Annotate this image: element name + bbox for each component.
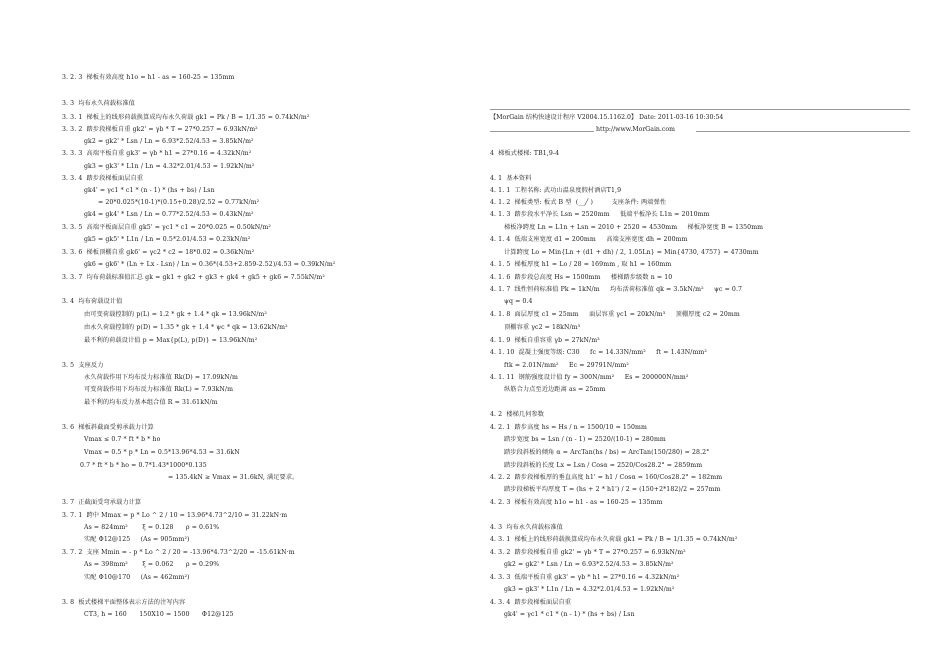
left-text-line: 由可变荷载控制的 p(L) = 1.2 * gk + 1.4 * qk = 13.96kN/m² <box>84 311 267 318</box>
left-text-line: = 135.4kN ≥ Vmax = 31.6kN, 满足要求。 <box>168 474 299 481</box>
right-text-line: 4. 3. 3 低端平板自重 gk3' = γb * h1 = 27*0.16 = 4.32kN/m² <box>490 574 680 581</box>
left-text-line: As = 824mm² ξ = 0.128 ρ = 0.61% <box>84 524 220 531</box>
left-text-line: 3. 4 均布荷载设计值 <box>62 298 123 305</box>
right-text-line: 顶棚容重 γc2 = 18kN/m³ <box>504 324 581 331</box>
right-text-line: 4. 2. 1 踏步高度 hs = Hs / n = 1500/10 = 150mm <box>490 424 647 431</box>
left-text-line: = 20*0.025*(10-1)*(0.15+0.28)/2.52 = 0.77kN/m² <box>98 199 260 206</box>
left-text-line: 3. 3. 5 高端平板面层自重 gk5' = γc1 * c1 = 20*0.025 = 0.50kN/m² <box>62 224 271 231</box>
header-top-rule <box>490 109 910 110</box>
right-text-line: 4. 1. 10 混凝土强度等级: C30 fc = 14.33N/mm² ft = 1.43N/mm² <box>490 349 707 356</box>
right-text-line: gk2 = gk2' * Lsn / Ln = 6.93*2.52/4.53 = 3.85kN/m² <box>504 561 674 568</box>
left-text-line: gk2 = gk2' * Lsn / Ln = 6.93*2.52/4.53 = 3.85kN/m² <box>84 138 254 145</box>
right-text-line: 4. 1. 8 面层厚度 c1 = 25mm 面层容重 γc1 = 20kN/m³ 顶棚厚度 c2 = 20mm <box>490 311 740 318</box>
left-text-line: CT3, h = 160 150X10 = 1500 Φ12@125 <box>84 611 234 618</box>
left-text-line: 实配 Φ10@170 (As = 462mm²) <box>84 574 190 581</box>
right-text-line: 踏步段斜板的倾角 α = ArcTan(hs / bs) = ArcTan(150/280) = 28.2° <box>504 449 710 456</box>
right-text-line: 4. 3. 4 踏步段梯板面层自重 <box>490 599 572 606</box>
left-text-line: 3. 3. 6 梯板顶棚自重 gk6' = γc2 * c2 = 18*0.02 = 0.36kN/m² <box>62 249 255 256</box>
header-url-rule-left <box>490 131 594 132</box>
left-text-line: 可变荷载作用下均布反力标准值 Rk(L) = 7.93kN/m <box>84 386 234 393</box>
right-text-line: 4. 1. 2 梯板类型: 板式 B 型 (__╱ ) 支座条件: 两端弹性 <box>490 199 667 206</box>
right-text-line: 纵筋合力点至近边距离 as = 25mm <box>504 386 606 393</box>
left-text-line: 3. 3. 4 踏步段梯板面层自重 <box>62 175 144 182</box>
right-text-line: gk4' = γc1 * c1 * (n - 1) * (hs + bs) / Lsn <box>504 611 635 618</box>
left-text-line: Vmax ≤ 0.7 * ft * b * ho <box>84 436 161 443</box>
left-text-line: 实配 Φ12@125 (As = 905mm²) <box>84 536 190 543</box>
right-text-line: 4. 1. 4 低端支座宽度 d1 = 200mm 高端支座宽度 dh = 200mm <box>490 236 688 243</box>
left-text-line: 0.7 * ft * b * ho = 0.7*1.43*1000*0.135 <box>80 462 207 469</box>
left-text-line: 3. 3 均布永久荷载标准值 <box>62 100 135 107</box>
right-text-line: 4. 3 均布永久荷载标准值 <box>490 524 563 531</box>
left-text-line: 3. 7 正截面受弯承载力计算 <box>62 499 142 506</box>
left-text-line: 3. 6 梯板斜截面受剪承载力计算 <box>62 424 154 431</box>
right-text-line: 4. 3. 2 踏步段梯板自重 gk2' = γb * T = 27*0.257 = 6.93kN/m² <box>490 549 686 556</box>
left-text-line: 3. 2. 3 梯板有效高度 h1o = h1 - as = 160-25 = 135mm <box>62 74 235 81</box>
left-text-line: 3. 7. 2 支座 Mmin = - p * Lo ^ 2 / 20 = -13.96*4.73^2/20 = -15.61kN·m <box>62 549 295 556</box>
left-text-line: 3. 3. 3 高端平板自重 gk3' = γb * h1 = 27*0.16 = 4.32kN/m² <box>62 150 252 157</box>
right-text-line: 4. 2 楼梯几何参数 <box>490 411 545 418</box>
right-text-line: 4. 1. 6 踏步段总高度 Hs = 1500mm 楼梯踏步级数 n = 10 <box>490 274 673 281</box>
left-text-line: gk4' = γc1 * c1 * (n - 1) * (hs + bs) / Lsn <box>84 187 215 194</box>
left-text-line: 3. 3. 1 梯板上的线形荷载换算成均布永久荷载 gk1 = Pk / B = 1/1.35 = 0.74kN/m² <box>62 114 310 121</box>
right-text-line: 4. 3. 1 梯板上的线形荷载换算成均布永久荷载 gk1 = Pk / B = 1/1.35 = 0.74kN/m² <box>490 536 738 543</box>
left-text-line: gk3 = gk3' * L1n / Ln = 4.32*2.01/4.53 = 1.92kN/m² <box>84 163 255 170</box>
left-text-line: 3. 7. 1 跨中 Mmax = p * Lo ^ 2 / 10 = 13.96*4.73^2/10 = 31.22kN·m <box>62 512 288 519</box>
right-text-line: 4 梯板式楼梯: TB1,9-4 <box>490 150 560 157</box>
left-text-line: 3. 3. 2 踏步段梯板自重 gk2' = γb * T = 27*0.257 = 6.93kN/m² <box>62 126 258 133</box>
right-text-line: ftk = 2.01N/mm² Ec = 29791N/mm² <box>504 362 629 369</box>
left-text-line: 3. 3. 7 均布荷载标准值汇总 gk = gk1 + gk2 + gk3 + gk4 + gk5 + gk6 = 7.55kN/m² <box>62 274 325 281</box>
right-text-line: 4. 2. 2 踏步段梯板厚的垂直高度 h1' = h1 / Cosα = 160/Cos28.2° = 182mm <box>490 474 723 481</box>
left-text-line: 最不利的均布反力基本组合值 R = 31.61kN/m <box>84 399 218 406</box>
right-text-line: 梯板净跨度 Ln = L1n + Lsn = 2010 + 2520 = 4530mm 梯板净宽度 B = 1350mm <box>504 224 764 231</box>
header-url: http://www.MorGain.com <box>596 126 675 133</box>
right-text-line: 4. 1. 3 踏步段水平净长 Lsn = 2520mm 低端平板净长 L1n = 2010mm <box>490 211 710 218</box>
right-text-line: 4. 1 基本资料 <box>490 175 532 182</box>
right-text-line: ψq = 0.4 <box>504 298 533 305</box>
left-text-line: As = 398mm² ξ = 0.062 ρ = 0.29% <box>84 561 220 568</box>
left-text-line: Vmax = 0.5 * p * Ln = 0.5*13.96*4.53 = 31.6kN <box>84 449 240 456</box>
right-text-line: 踏步段梯板平均厚度 T = (hs + 2 * h1') / 2 = (150+2*182)/2 = 257mm <box>504 486 721 493</box>
right-text-line: 4. 1. 9 梯板自重容重 γb = 27kN/m³ <box>490 337 600 344</box>
left-text-line: 永久荷载作用下均布反力标准值 Rk(D) = 17.09kN/m <box>84 374 238 381</box>
left-text-line: 3. 8 板式楼梯平面整体表示方法的注写内容 <box>62 599 186 606</box>
left-text-line: 3. 5 支座反力 <box>62 362 104 369</box>
left-text-line: gk5 = gk5' * L1n / Ln = 0.5*2.01/4.53 = 0.23kN/m² <box>84 236 251 243</box>
right-text-line: 4. 1. 11 钢筋强度设计值 fy = 300N/mm² Es = 200000N/mm² <box>490 374 689 381</box>
left-text-line: gk6 = gk6' * (Ln + Lx - Lsn) / Ln = 0.36*(4.53+2.859-2.52)/4.53 = 0.39kN/m² <box>84 261 336 268</box>
right-text-line: gk3 = gk3' * L1n / Ln = 4.32*2.01/4.53 = 1.92kN/m² <box>504 586 675 593</box>
left-text-line: 由永久荷载控制的 p(D) = 1.35 * gk + 1.4 * ψc * qk = 13.62kN/m² <box>84 324 288 331</box>
left-text-line: 最不利的荷载设计值 p = Max{p(L), p(D)} = 13.96kN/m² <box>84 337 258 344</box>
right-text-line: 4. 2. 3 梯板有效高度 h1o = h1 - as = 160-25 = 135mm <box>490 499 663 506</box>
header-url-rule-right <box>696 131 910 132</box>
right-text-line: 踏步段斜板的长度 Lx = Lsn / Cosα = 2520/Cos28.2° = 2859mm <box>504 462 703 469</box>
header-title: 【MorGain 结构快速设计程序 V2004.15.1162.0】 Date: 2011-03-16 10:30:54 <box>490 114 724 121</box>
right-text-line: 4. 1. 7 线性恒荷标准值 Pk = 1kN/m 均布活荷标准值 qk = 3.5kN/m² ψc = 0.7 <box>490 286 743 293</box>
right-text-line: 踏步宽度 bs = Lsn / (n - 1) = 2520/(10-1) = 280mm <box>504 436 666 443</box>
right-text-line: 计算跨度 Lo = Min{Ln + (d1 + dh) / 2, 1.05Ln} = Min{4730, 4757} = 4730mm <box>504 249 759 256</box>
right-text-line: 4. 1. 1 工程名称: 武功山温泉度假村酒店T1,9 <box>490 187 622 194</box>
left-text-line: gk4 = gk4' * Lsn / Ln = 0.77*2.52/4.53 = 0.43kN/m² <box>84 211 254 218</box>
right-text-line: 4. 1. 5 梯板厚度 h1 = Lo / 28 = 169mm , 取 h1 = 160mm <box>490 261 672 268</box>
